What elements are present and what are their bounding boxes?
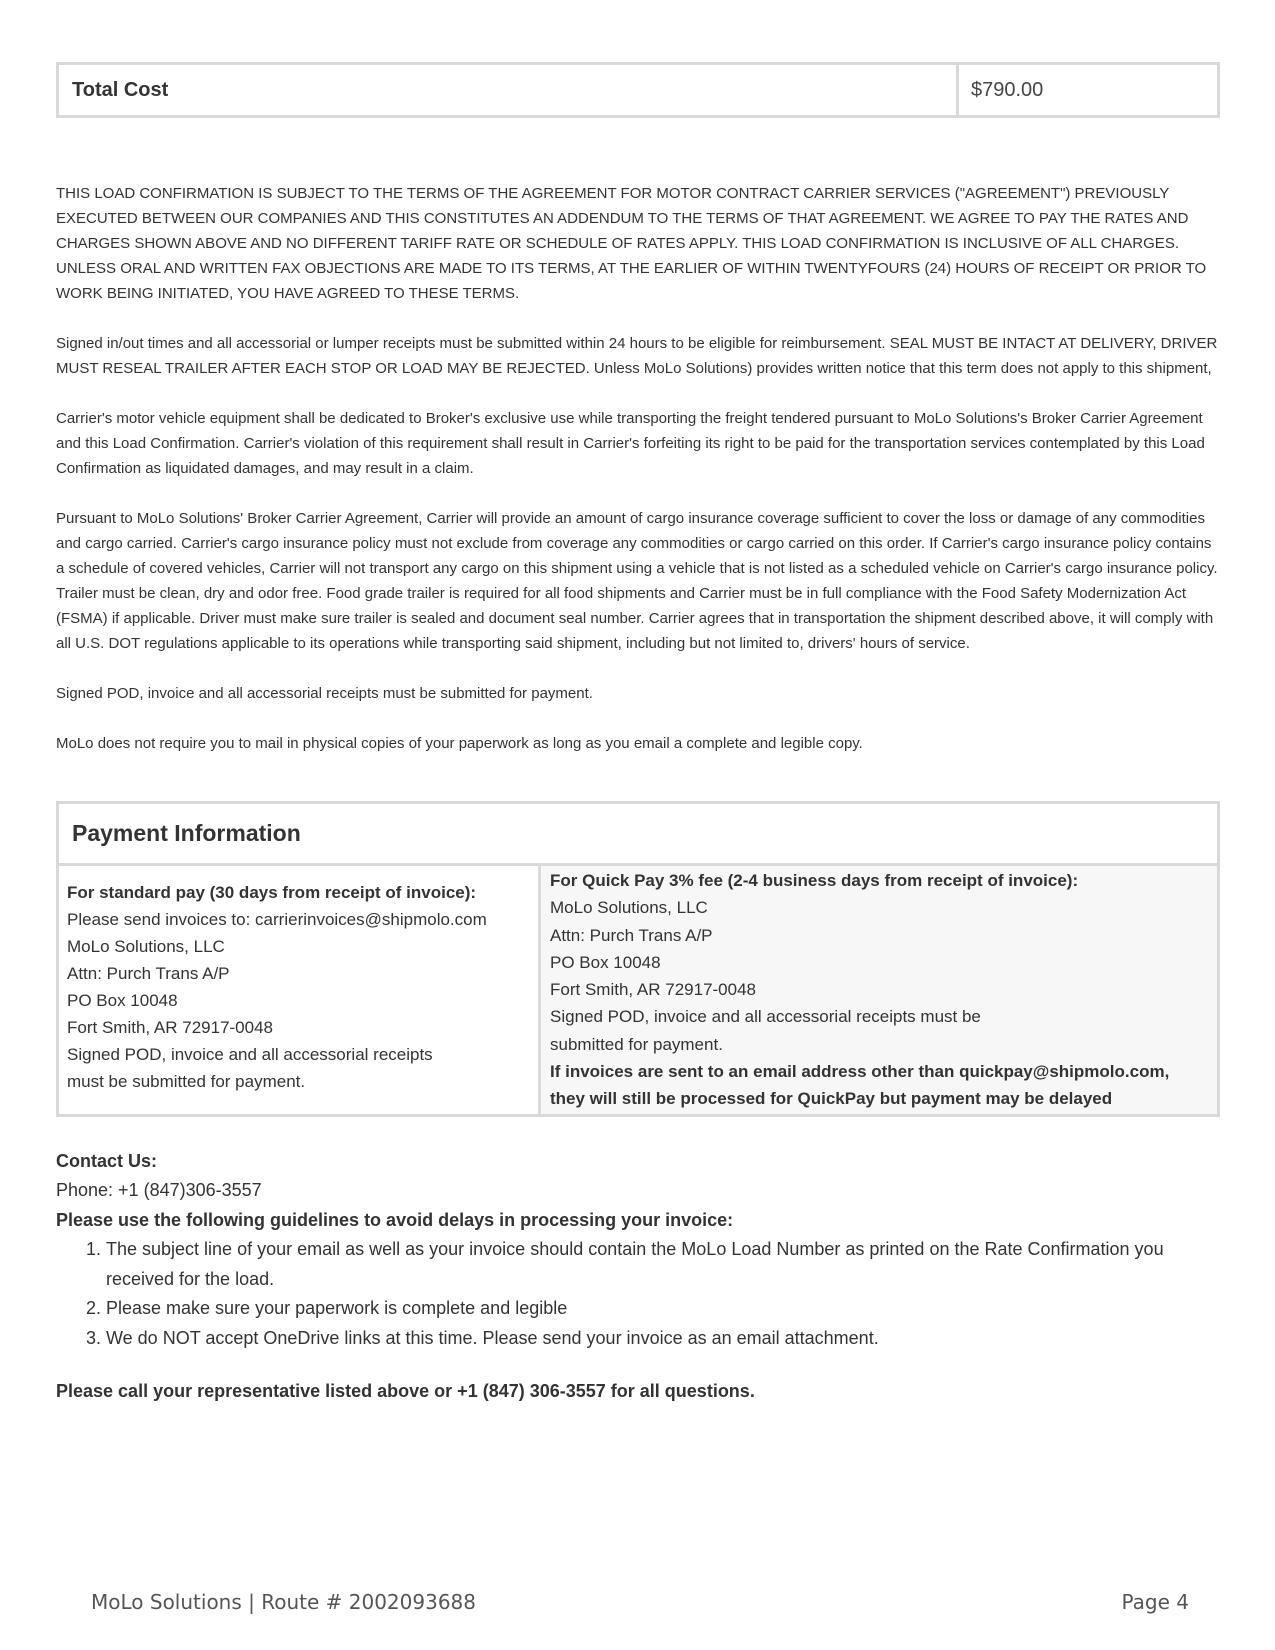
- quick-pay-heading: For Quick Pay 3% fee (2-4 business days from receipt of invoice):: [550, 871, 1079, 890]
- document-page: [56, 62, 1220, 1407]
- closing-note: Please call your representative listed above or +1 (847) 306-3557 for all questions.: [56, 1381, 755, 1402]
- total-cost-value: $790.00: [971, 78, 1044, 101]
- quick-pay-line: PO Box 10048: [550, 952, 661, 972]
- guideline-item: 1. The subject line of your email as well as your invoice should contain the MoLo Load Number as printed on the Rate Confirmation you received for the load.: [106, 1235, 1220, 1294]
- quick-pay-note: they will still be processed for QuickPay but payment may be delayed: [550, 1089, 1113, 1109]
- quick-pay-line: Signed POD, invoice and all accessorial receipts must be: [550, 1007, 981, 1027]
- payment-information-table: [56, 801, 1220, 1117]
- contact-section: [56, 1147, 1220, 1407]
- terms-paragraph-pod: Signed POD, invoice and all accessorial receipts must be submitted for payment.: [56, 685, 593, 702]
- quick-pay-line: Fort Smith, AR 72917-0048: [550, 980, 757, 1000]
- quick-pay-line: MoLo Solutions, LLC: [550, 898, 708, 918]
- standard-pay-line: Attn: Purch Trans A/P: [67, 964, 230, 983]
- quick-pay-note: If invoices are sent to an email address other than quickpay@shipmolo.com,: [550, 1062, 1170, 1082]
- terms-paragraph-equipment: Carrier's motor vehicle equipment shall be dedicated to Broker's exclusive use while transporting the freight tendered pursuant to MoLo Solutions's Broker Carrier Agreement and this Load Confirmation. Carrier's violation of this requirement shall result in Carrier's forfeiting its right to be paid for the transportation services contemplated by this Load Confirmation as liquidated damages, and may result in a claim.: [56, 410, 1205, 477]
- footer-page-number: Page 4: [1121, 1590, 1189, 1614]
- payment-information-body: [59, 866, 1217, 1114]
- contact-heading: Contact Us:: [56, 1150, 158, 1171]
- quick-pay-column: [541, 866, 1217, 1114]
- terms-paragraph-receipts: Signed in/out times and all accessorial or lumper receipts must be submitted within 24 hours to be eligible for reimbursement. SEAL MUST BE INTACT AT DELIVERY, DRIVER MUST RESEAL TRAILER AFTER EACH STOP OR LOAD MAY BE REJECTED. Unless MoLo Solutions) provides written notice that this term does not apply to this shipment,: [56, 335, 1218, 377]
- standard-pay-column: [59, 866, 541, 1114]
- guidelines-heading: Please use the following guidelines to avoid delays in processing your invoice:: [56, 1209, 734, 1230]
- guideline-item: 3. We do NOT accept OneDrive links at this time. Please send your invoice as an email attachment.: [106, 1324, 1220, 1354]
- footer-route: MoLo Solutions | Route # 2002093688: [91, 1590, 476, 1614]
- standard-pay-line: MoLo Solutions, LLC: [67, 937, 225, 956]
- terms-paragraph-insurance: Pursuant to MoLo Solutions' Broker Carrier Agreement, Carrier will provide an amount of cargo insurance coverage sufficient to cover the loss or damage of any commodities and cargo carried. Carrier's cargo insurance policy must not exclude from coverage any commodities or cargo carried on this order. If Carrier's cargo insurance policy contains a schedule of covered vehicles, Carrier will not transport any cargo on this shipment using a vehicle that is not listed as a scheduled vehicle on Carrier's cargo insurance policy. Trailer must be clean, dry and odor free. Food grade trailer is required for all food shipments and Carrier must be in full compliance with the Food Safety Modernization Act (FSMA) if applicable. Driver must make sure trailer is sealed and document seal number. Carrier agrees that in transportation the shipment described above, it will comply with all U.S. DOT regulations applicable to its operations while transporting said shipment, including but not limited to, drivers' hours of service.: [56, 510, 1218, 652]
- total-cost-table: [56, 62, 1220, 118]
- total-cost-label: Total Cost: [59, 65, 959, 115]
- standard-pay-line: Signed POD, invoice and all accessorial receipts: [67, 1045, 433, 1064]
- payment-information-title: Payment Information: [59, 804, 1217, 866]
- standard-pay-line: PO Box 10048: [67, 991, 178, 1010]
- contact-phone: Phone: +1 (847)306-3557: [56, 1180, 262, 1201]
- terms-paragraph-paperwork: MoLo does not require you to mail in physical copies of your paperwork as long as you email a complete and legible copy.: [56, 735, 863, 752]
- quick-pay-line: submitted for payment.: [550, 1034, 723, 1054]
- standard-pay-line: Fort Smith, AR 72917-0048: [67, 1018, 274, 1037]
- standard-pay-line: Please send invoices to: carrierinvoices@shipmolo.com: [67, 910, 487, 929]
- quick-pay-line: Attn: Purch Trans A/P: [550, 925, 713, 945]
- terms-section: [56, 181, 1220, 756]
- guideline-item: 2. Please make sure your paperwork is complete and legible: [106, 1294, 1220, 1324]
- standard-pay-line: must be submitted for payment.: [67, 1072, 306, 1091]
- terms-paragraph-agreement: THIS LOAD CONFIRMATION IS SUBJECT TO THE TERMS OF THE AGREEMENT FOR MOTOR CONTRACT CARRIER SERVICES ("AGREEMENT") PREVIOUSLY EXECUTED BETWEEN OUR COMPANIES AND THIS CONSTITUTES AN ADDENDUM TO THE TERMS OF THAT AGREEMENT. WE AGREE TO PAY THE RATES AND CHARGES SHOWN ABOVE AND NO DIFFERENT TARIFF RATE OR SCHEDULE OF RATES APPLY. THIS LOAD CONFIRMATION IS INCLUSIVE OF ALL CHARGES. UNLESS ORAL AND WRITTEN FAX OBJECTIONS ARE MADE TO ITS TERMS, AT THE EARLIER OF WITHIN TWENTYFOURS (24) HOURS OF RECEIPT OR PRIOR TO WORK BEING INITIATED, YOU HAVE AGREED TO THESE TERMS.: [56, 185, 1207, 302]
- guidelines-list: [56, 1235, 1220, 1353]
- standard-pay-heading: For standard pay (30 days from receipt of invoice):: [67, 883, 477, 902]
